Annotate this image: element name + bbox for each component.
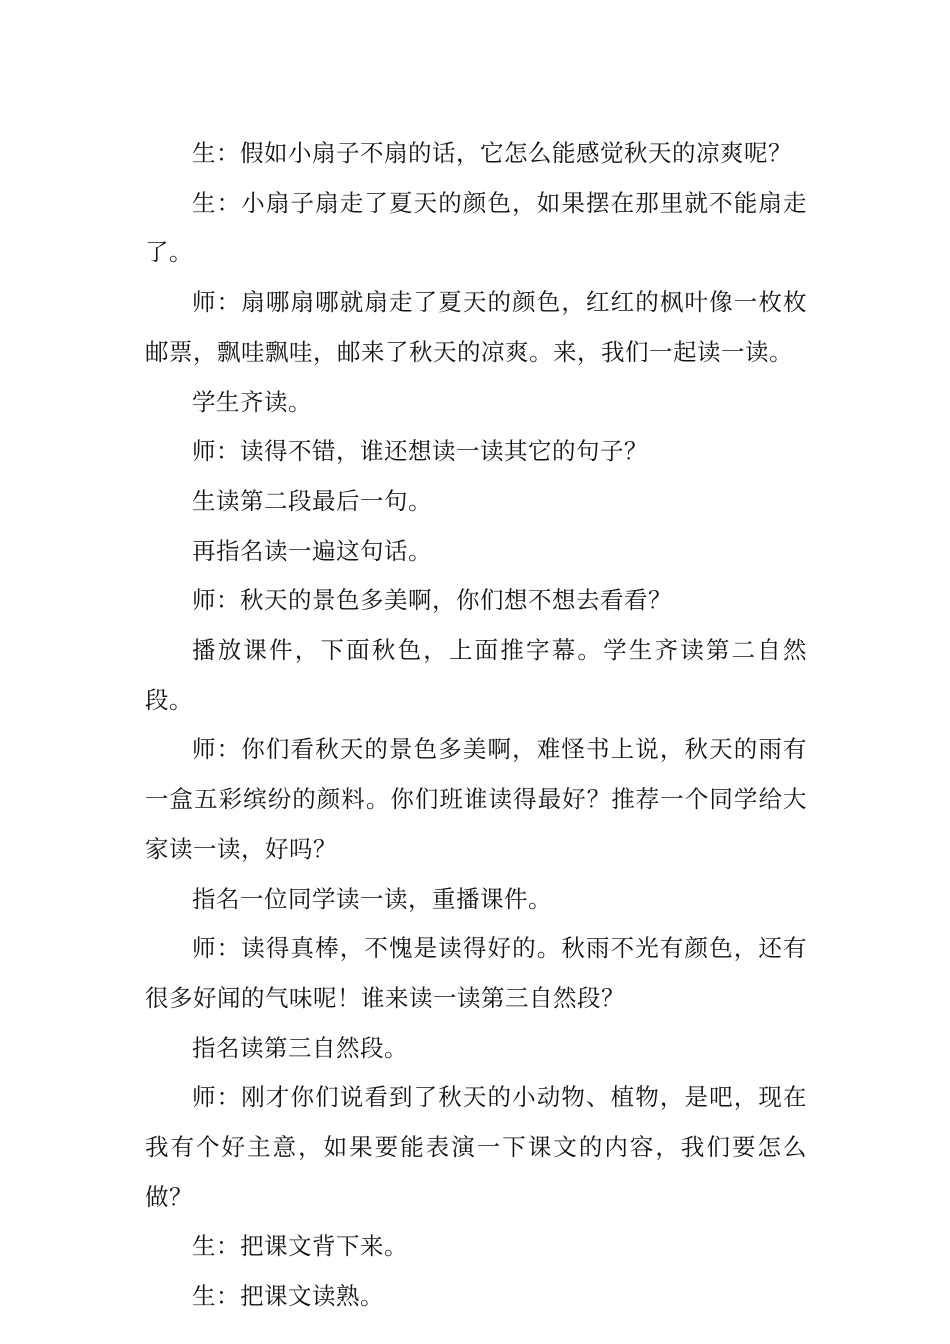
document-body — [145, 129, 807, 1322]
paragraph-10: 师：你们看秋天的景色多美啊，难怪书上说，秋天的雨有一盒五彩缤纷的颜料。你们班谁读得最好？推荐一个同学给大家读一读，好吗？ — [145, 735, 807, 863]
paragraph-4: 学生齐读。 — [192, 387, 312, 416]
paragraph-7: 再指名读一遍这句话。 — [192, 536, 432, 565]
paragraph-3: 师：扇哪扇哪就扇走了夏天的颜色，红红的枫叶像一枚枚邮票，飘哇飘哇，邮来了秋天的凉爽。来，我们一起读一读。 — [145, 288, 807, 366]
paragraph-2: 生：小扇子扇走了夏天的颜色，如果摆在那里就不能扇走了。 — [145, 188, 807, 267]
paragraph-15: 生：把课文背下来。 — [192, 1232, 408, 1261]
paragraph-14: 师：刚才你们说看到了秋天的小动物、植物，是吧，现在我有个好主意，如果要能表演一下课文的内容，我们要怎么做？ — [145, 1083, 807, 1211]
paragraph-12: 师：读得真棒，不愧是读得好的。秋雨不光有颜色，还有很多好闻的气味呢！谁来读一读第三自然段？ — [145, 934, 807, 1012]
paragraph-11: 指名一位同学读一读，重播课件。 — [192, 884, 552, 913]
paragraph-9: 播放课件，下面秋色，上面推字幕。学生齐读第二自然段。 — [145, 636, 807, 714]
paragraph-6: 生读第二段最后一句。 — [192, 486, 432, 515]
paragraph-16: 生：把课文读熟。 — [192, 1282, 384, 1311]
paragraph-5: 师：读得不错，谁还想读一读其它的句子？ — [192, 437, 648, 466]
paragraph-1: 生：假如小扇子不扇的话，它怎么能感觉秋天的凉爽呢？ — [192, 139, 792, 167]
paragraph-8: 师：秋天的景色多美啊，你们想不想去看看？ — [192, 586, 672, 615]
paragraph-13: 指名读第三自然段。 — [192, 1033, 408, 1062]
